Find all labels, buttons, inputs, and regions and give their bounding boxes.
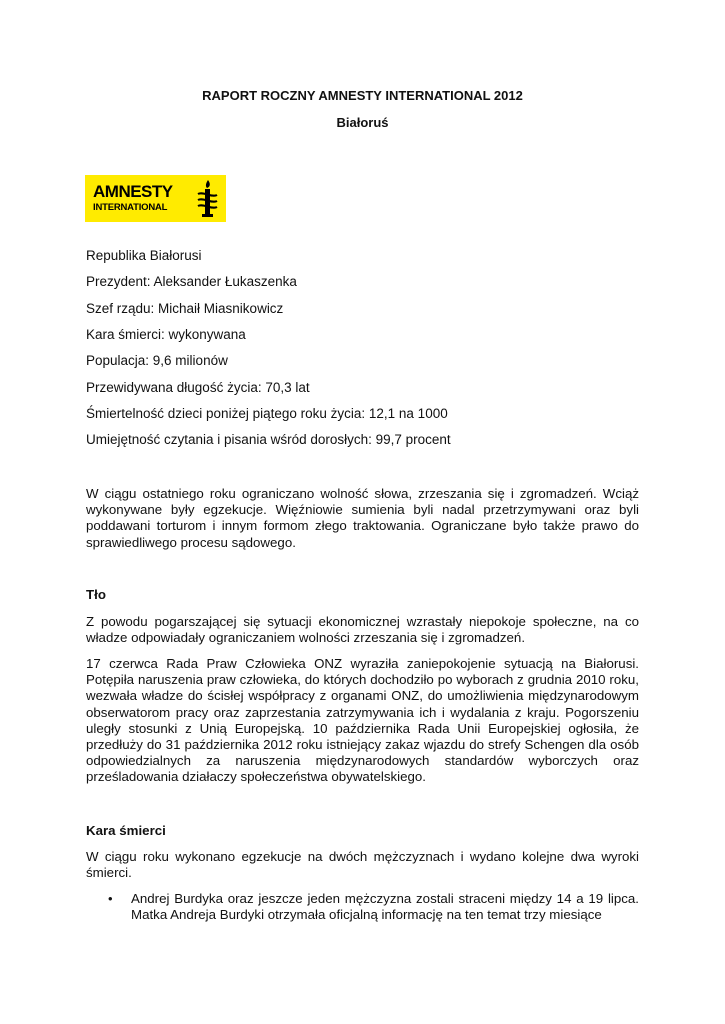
logo-line-2: INTERNATIONAL — [93, 202, 168, 213]
intro-paragraph: W ciągu ostatniego roku ograniczano wolność słowa, zrzeszania się i zgromadzeń. Wciąż wykonywane były egzekucje. Więźniowie sumienia byli nadal przetrzymywani oraz byli poddawani torturom i innym formom złego traktowania. Ograniczane było także prawo do sprawiedliwego procesu sądowego. — [86, 486, 639, 550]
section-heading-death-penalty: Kara śmierci — [86, 823, 166, 838]
bullet-icon: • — [108, 891, 113, 906]
fact-child-mortality: Śmiertelność dzieci poniżej piątego roku życia: 12,1 na 1000 — [86, 406, 448, 421]
fact-literacy: Umiejętność czytania i pisania wśród dorosłych: 99,7 procent — [86, 432, 451, 447]
fact-population: Populacja: 9,6 milionów — [86, 353, 228, 368]
fact-president: Prezydent: Aleksander Łukaszenka — [86, 274, 297, 289]
amnesty-logo — [85, 175, 226, 222]
candle-barbed-wire-icon — [195, 178, 219, 220]
logo-line-1: AMNESTY — [93, 182, 173, 201]
fact-death-penalty: Kara śmierci: wykonywana — [86, 327, 246, 342]
fact-head-of-government: Szef rządu: Michaił Miasnikowicz — [86, 301, 284, 316]
document-title: RAPORT ROCZNY AMNESTY INTERNATIONAL 2012 — [202, 88, 523, 103]
death-penalty-paragraph: W ciągu roku wykonano egzekucje na dwóch mężczyznach i wydano kolejne dwa wyroki śmierci. — [86, 849, 639, 881]
background-paragraph-1: Z powodu pogarszającej się sytuacji ekonomicznej wzrastały niepokoje społeczne, na co władze odpowiadały ograniczaniem wolności zrzeszania się i zgromadzeń. — [86, 614, 639, 646]
fact-country: Republika Białorusi — [86, 248, 202, 263]
fact-life-expectancy: Przewidywana długość życia: 70,3 lat — [86, 380, 310, 395]
bullet-item: Andrej Burdyka oraz jeszcze jeden mężczyzna zostali straceni między 14 a 19 lipca. Matka Andreja Burdyki otrzymała oficjalną informację na ten temat trzy miesiące — [131, 891, 639, 923]
document-subtitle: Białoruś — [336, 115, 389, 130]
background-paragraph-2: 17 czerwca Rada Praw Człowieka ONZ wyraziła zaniepokojenie sytuacją na Białorusi. Potępiła naruszenia praw człowieka, do których dochodziło po wyborach z grudnia 2010 roku, wezwała władze do ścisłej współpracy z organami ONZ, do umożliwienia międzynarodowym obserwatorom pracy oraz zaprzestania zatrzymywania ich i wydalania z kraju. Pogorszeniu uległy stosunki z Unią Europejską. 10 października Rada Unii Europejskiej ogłosiła, że przedłuży do 31 października 2012 roku istniejący zakaz wjazdu do strefy Schengen dla osób odpowiedzialnych za naruszenia międzynarodowych standardów wyborczych oraz prześladowania działaczy społeczeństwa obywatelskiego. — [86, 656, 639, 785]
section-heading-background: Tło — [86, 587, 106, 602]
